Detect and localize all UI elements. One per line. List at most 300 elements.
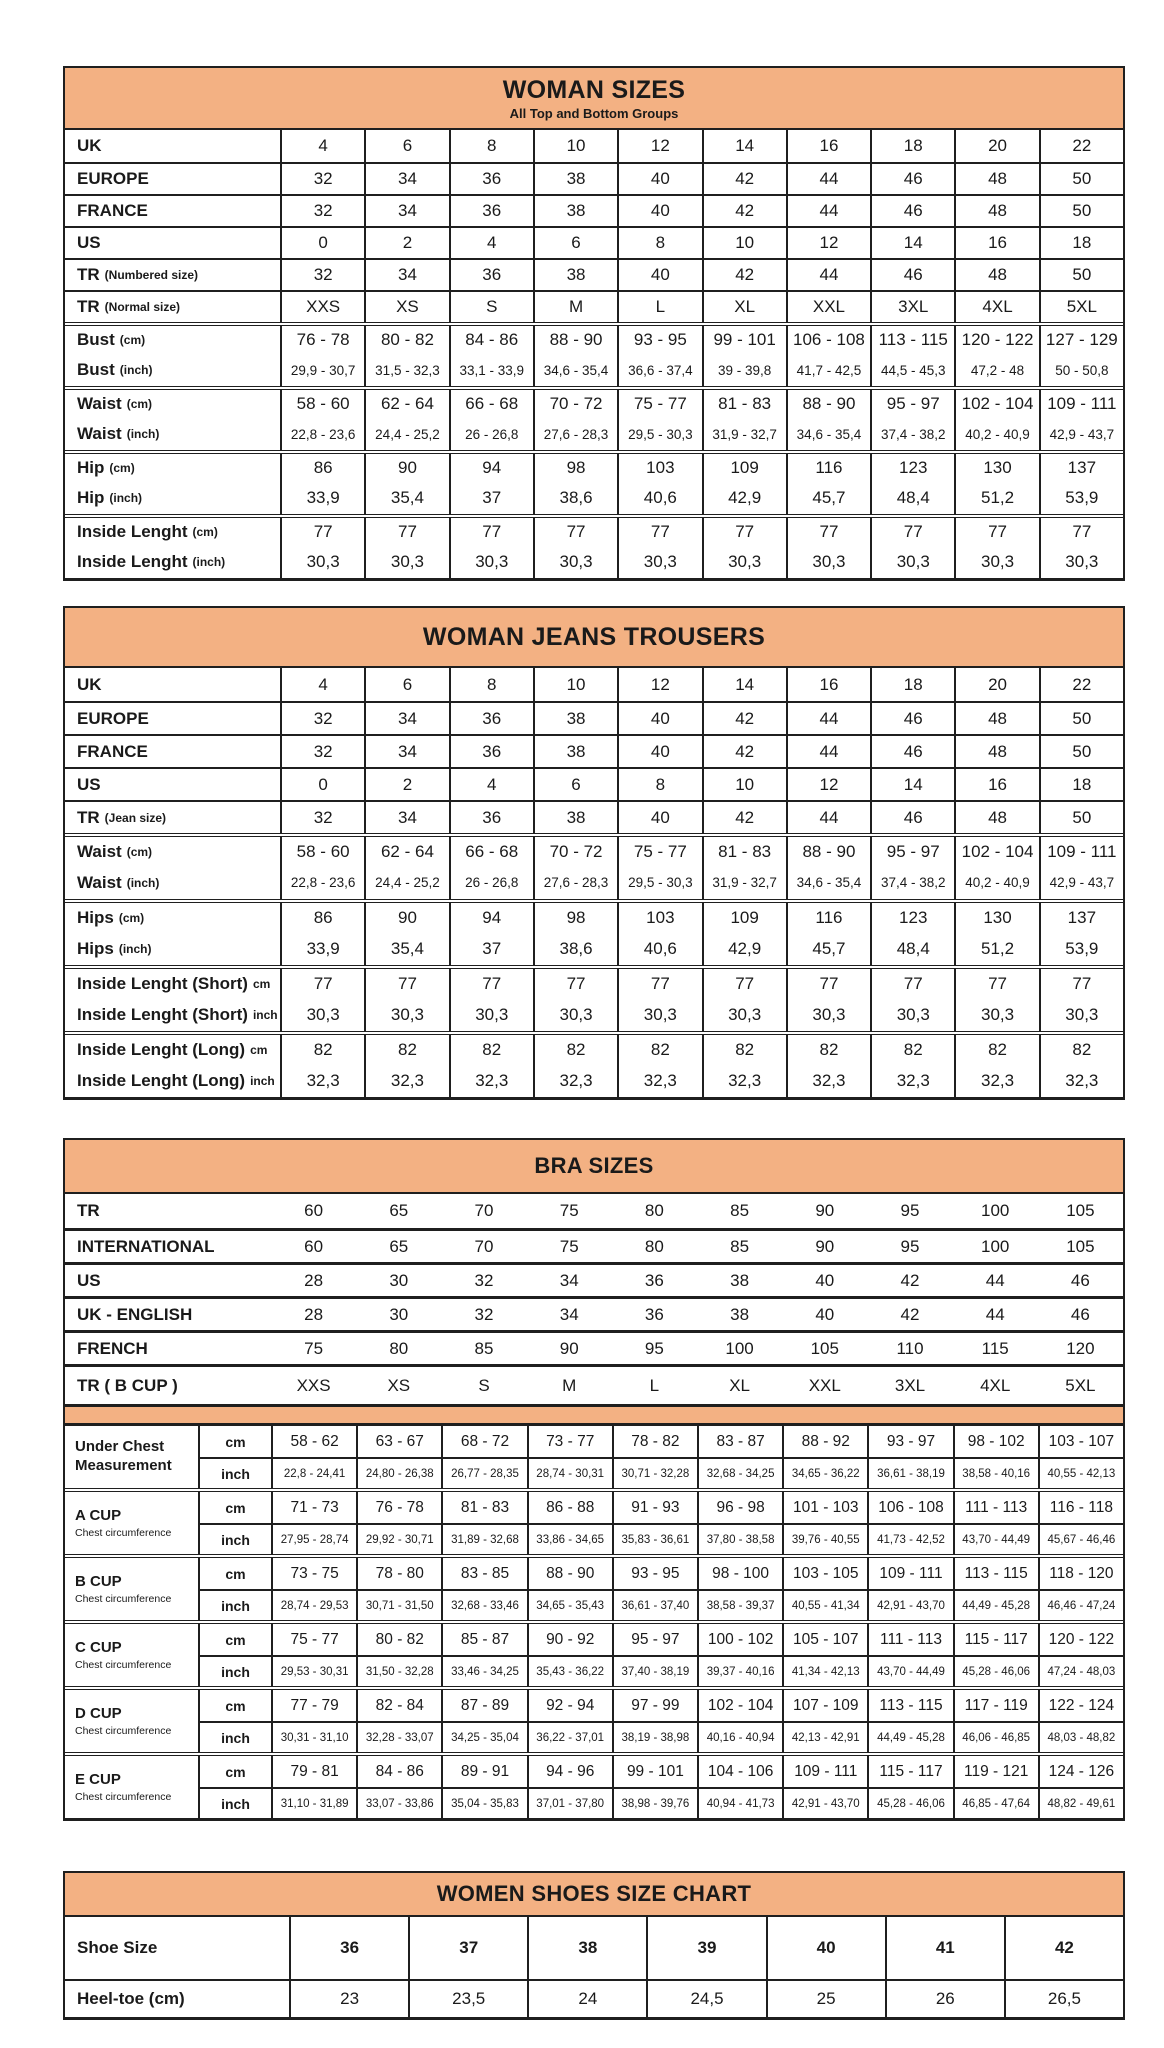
cm-value-cell: 115 - 117	[867, 1756, 952, 1787]
table-row	[65, 322, 1123, 354]
value-cell: 77	[533, 518, 617, 546]
value-cell: 30,3	[617, 546, 701, 578]
value-cell: 40,2 - 40,9	[954, 418, 1038, 450]
value-cell: 66 - 68	[449, 837, 533, 866]
inch-value-cell: 46,46 - 47,24	[1038, 1589, 1123, 1620]
value-cell: 16	[786, 668, 870, 701]
value-cell: 60	[304, 1201, 324, 1220]
cm-value-cell: 68 - 72	[441, 1426, 526, 1457]
value-cell: 0	[280, 228, 364, 258]
value-cell: 123	[870, 454, 954, 482]
value-cell: 30,3	[280, 998, 364, 1031]
value-cell: 75	[304, 1338, 324, 1358]
inch-value-cell: 37,01 - 37,80	[527, 1787, 612, 1818]
row-label-text: UK	[77, 674, 102, 694]
value-cell: 30,3	[449, 546, 533, 578]
value-cell: 40	[617, 802, 701, 833]
value-cell: 30,3	[702, 546, 786, 578]
unit-inch-cell: inch	[198, 1721, 271, 1752]
value-cell: 77	[533, 969, 617, 998]
cm-value-cell: 77 - 79	[271, 1690, 356, 1721]
row-label-text: US	[77, 774, 101, 794]
row-label-text: FRANCE	[77, 741, 148, 761]
value-cell: 14	[870, 769, 954, 800]
cup-subtitle: Chest circumference	[75, 1790, 172, 1803]
value-cell: 42,9 - 43,7	[1039, 418, 1123, 450]
value-cell: 32,3	[280, 1064, 364, 1097]
value-cell: 34,6 - 35,4	[786, 866, 870, 899]
value-cell: 22	[1039, 668, 1123, 701]
value-cell: 30,3	[786, 546, 870, 578]
value-cell: 40,6	[617, 932, 701, 965]
value-cell: 75	[559, 1236, 579, 1256]
value-cell: 30,3	[870, 998, 954, 1031]
bra-band-row	[65, 1364, 1123, 1404]
row-label-text: EUROPE	[77, 708, 149, 728]
value-cell: 30	[389, 1270, 409, 1290]
value-cell: 123	[870, 903, 954, 932]
value-cell: S	[449, 292, 533, 322]
value-cell: 42	[900, 1304, 920, 1324]
row-label-text: TR	[77, 265, 100, 284]
row-label-note: (inch)	[118, 941, 152, 956]
value-cell: 53,9	[1039, 482, 1123, 514]
cup-group	[65, 1620, 1123, 1686]
value-cell: 16	[786, 130, 870, 162]
value-cell: 46	[870, 196, 954, 226]
value-cell: 20	[954, 130, 1038, 162]
row-label-text: Bust	[77, 330, 115, 349]
value-cell: 90	[364, 903, 448, 932]
jeans-trousers-title: WOMAN JEANS TROUSERS	[422, 622, 766, 651]
row-label	[65, 1035, 280, 1064]
row-label-text: Waist	[77, 424, 122, 443]
inch-value-cell: 48,82 - 49,61	[1038, 1787, 1123, 1818]
cup-group	[65, 1554, 1123, 1620]
inch-value-cell: 38,98 - 39,76	[612, 1787, 697, 1818]
value-cell: 8	[617, 228, 701, 258]
value-cell: 44	[786, 260, 870, 290]
value-cell: 65	[389, 1236, 409, 1256]
value-cell: 77	[617, 969, 701, 998]
unit-cm-cell: cm	[198, 1492, 271, 1523]
value-cell: 82	[954, 1035, 1038, 1064]
woman-sizes-header	[65, 68, 1123, 130]
value-cell: 95	[644, 1338, 664, 1358]
value-cell: 48,4	[870, 482, 954, 514]
value-cell: 36	[449, 164, 533, 194]
value-cell: 48	[954, 196, 1038, 226]
value-cell: 5XL	[1065, 1375, 1096, 1395]
value-cell: 8	[449, 668, 533, 701]
value-cell: L	[649, 1375, 660, 1395]
inch-value-cell: 32,28 - 33,07	[356, 1721, 441, 1752]
value-cell: M	[533, 292, 617, 322]
row-label-note: (cm)	[119, 333, 146, 347]
table-row	[65, 162, 1123, 194]
value-cell: 2	[364, 769, 448, 800]
row-label-text: Waist	[77, 872, 122, 892]
row-label	[65, 130, 280, 162]
inch-value-cell: 38,58 - 40,16	[953, 1457, 1038, 1488]
value-cell: 76 - 78	[280, 326, 364, 354]
row-label: US	[77, 1270, 101, 1290]
value-cell: 41,7 - 42,5	[786, 354, 870, 386]
value-cell: 48	[954, 736, 1038, 767]
cm-value-cell: 104 - 106	[697, 1756, 782, 1787]
unit-cm-cell: cm	[198, 1690, 271, 1721]
value-cell: 98	[533, 454, 617, 482]
inch-value-cell: 34,65 - 36,22	[782, 1457, 867, 1488]
value-cell: 42	[702, 260, 786, 290]
value-cell: 82	[280, 1035, 364, 1064]
cm-value-cell: 107 - 109	[782, 1690, 867, 1721]
value-cell: 32,3	[533, 1064, 617, 1097]
inch-value-cell: 39,76 - 40,55	[782, 1523, 867, 1554]
inch-value-cell: 32,68 - 34,25	[697, 1457, 782, 1488]
value-cell: 34	[559, 1270, 579, 1290]
value-cell: 34,6 - 35,4	[786, 418, 870, 450]
bra-sizes-table	[63, 1138, 1125, 1821]
row-label	[65, 932, 280, 965]
value-cell: 46	[1070, 1270, 1090, 1290]
value-cell: 30,3	[533, 546, 617, 578]
cm-value-cell: 97 - 99	[612, 1690, 697, 1721]
value-cell: 109	[702, 454, 786, 482]
cup-group-label	[65, 1690, 198, 1752]
value-cell: 50	[1039, 164, 1123, 194]
row-label	[65, 228, 280, 258]
cm-value-cell: 119 - 121	[953, 1756, 1038, 1787]
row-label-note: (inch)	[192, 555, 226, 569]
value-cell: 98	[533, 903, 617, 932]
value-cell: 37	[449, 932, 533, 965]
cm-value-cell: 88 - 92	[782, 1426, 867, 1457]
value-cell: 77	[702, 518, 786, 546]
row-label	[65, 518, 280, 546]
inch-value-cell: 31,89 - 32,68	[441, 1523, 526, 1554]
value-cell: 40	[617, 736, 701, 767]
cm-value-cell: 105 - 107	[782, 1624, 867, 1655]
cm-value-cell: 103 - 107	[1038, 1426, 1123, 1457]
row-label-text: Heel-toe (cm)	[77, 1989, 185, 2008]
value-cell: 10	[533, 668, 617, 701]
value-cell: 46	[1070, 1304, 1090, 1324]
cm-value-cell: 84 - 86	[356, 1756, 441, 1787]
value-cell: 40	[815, 1270, 835, 1290]
table-row	[65, 998, 1123, 1031]
row-label: INTERNATIONAL	[77, 1236, 215, 1256]
cm-value-cell: 111 - 113	[867, 1624, 952, 1655]
value-cell: 30	[389, 1304, 409, 1324]
table-row	[65, 866, 1123, 899]
value-cell: 105	[1066, 1201, 1095, 1220]
row-label-text: Waist	[77, 394, 122, 413]
value-cell: 36	[449, 196, 533, 226]
cm-value-cell: 115 - 117	[953, 1624, 1038, 1655]
row-label	[65, 1064, 280, 1097]
value-cell: 40	[617, 196, 701, 226]
value-cell: 10	[533, 130, 617, 162]
value-cell: 100	[981, 1201, 1010, 1220]
row-label-text: Hips	[77, 938, 114, 958]
table-row	[65, 701, 1123, 734]
value-cell: 18	[870, 668, 954, 701]
inch-value-cell: 46,85 - 47,64	[953, 1787, 1038, 1818]
value-cell: S	[478, 1375, 490, 1395]
cm-value-cell: 95 - 97	[612, 1624, 697, 1655]
row-label	[65, 196, 280, 226]
value-cell: 32,3	[702, 1064, 786, 1097]
row-label-note: (cm)	[192, 525, 218, 539]
value-cell: 32,3	[1039, 1064, 1123, 1097]
value-cell: 42,9 - 43,7	[1039, 866, 1123, 899]
cm-value-cell: 109 - 111	[867, 1558, 952, 1589]
value-cell: 32,3	[617, 1064, 701, 1097]
value-cell: 115	[981, 1338, 1009, 1358]
unit-cm-cell: cm	[198, 1558, 271, 1589]
cm-value-cell: 81 - 83	[441, 1492, 526, 1523]
cm-value-cell: 106 - 108	[867, 1492, 952, 1523]
table-row	[65, 226, 1123, 258]
value-cell: 32,3	[954, 1064, 1038, 1097]
inch-value-cell: 40,55 - 42,13	[1038, 1457, 1123, 1488]
value-cell: 40	[617, 260, 701, 290]
value-cell: 38	[730, 1304, 750, 1324]
row-label-text: Inside Lenght (Long)	[77, 1070, 246, 1090]
value-cell: 22	[1039, 130, 1123, 162]
inch-value-cell: 40,16 - 40,94	[697, 1721, 782, 1752]
value-cell: 105	[1066, 1236, 1095, 1256]
value-cell: 29,9 - 30,7	[280, 354, 364, 386]
inch-value-cell: 47,24 - 48,03	[1038, 1655, 1123, 1686]
row-label-text: Inside Lenght (Short)	[77, 973, 248, 993]
inch-value-cell: 30,71 - 31,50	[356, 1589, 441, 1620]
value-cell: 103	[617, 454, 701, 482]
unit-cm-cell: cm	[198, 1756, 271, 1787]
value-cell: 30,3	[364, 546, 448, 578]
woman-sizes-table	[63, 66, 1125, 581]
row-label	[65, 482, 280, 514]
value-cell: 75 - 77	[617, 837, 701, 866]
value-cell: 42	[702, 802, 786, 833]
bra-sizes-conversion-rows	[65, 1194, 1123, 1404]
inch-value-cell: 41,34 - 42,13	[782, 1655, 867, 1686]
inch-value-cell: 45,67 - 46,46	[1038, 1523, 1123, 1554]
value-cell: 113 - 115	[870, 326, 954, 354]
value-cell: 6	[364, 130, 448, 162]
value-cell: 42,9	[702, 482, 786, 514]
value-cell: 42	[900, 1270, 920, 1290]
row-label-text: Hip	[77, 458, 105, 477]
value-cell: 12	[617, 668, 701, 701]
value-cell: 35,4	[364, 932, 448, 965]
inch-value-cell: 33,07 - 33,86	[356, 1787, 441, 1818]
cup-group	[65, 1488, 1123, 1554]
value-cell: 120 - 122	[954, 326, 1038, 354]
row-label-note: (cm)	[126, 397, 153, 411]
cm-value-cell: 82 - 84	[356, 1690, 441, 1721]
value-cell: 32	[280, 802, 364, 833]
cup-name: E CUP	[75, 1771, 121, 1789]
unit-inch-cell: inch	[198, 1457, 271, 1488]
row-label	[65, 769, 280, 800]
value-cell: 50	[1039, 196, 1123, 226]
value-cell: 137	[1039, 903, 1123, 932]
value-cell: 70	[474, 1201, 494, 1220]
inch-value-cell: 41,73 - 42,52	[867, 1523, 952, 1554]
bra-sizes-title: BRA SIZES	[534, 1153, 654, 1178]
value-cell: 14	[702, 130, 786, 162]
row-label-note: (Jean size)	[104, 810, 167, 825]
row-label-note: inch	[252, 1007, 278, 1022]
cm-value-cell: 96 - 98	[697, 1492, 782, 1523]
value-cell: 50	[1039, 736, 1123, 767]
inch-value-cell: 40,55 - 41,34	[782, 1589, 867, 1620]
inch-value-cell: 42,91 - 43,70	[867, 1589, 952, 1620]
value-cell: 44	[786, 703, 870, 734]
value-cell: 102 - 104	[954, 837, 1038, 866]
value-cell: 47,2 - 48	[954, 354, 1038, 386]
value-cell: 95 - 97	[870, 390, 954, 418]
value-cell: 12	[786, 228, 870, 258]
value-cell: 90	[364, 454, 448, 482]
value-cell: 2	[364, 228, 448, 258]
unit-inch-cell: inch	[198, 1655, 271, 1686]
value-cell: 110	[896, 1338, 924, 1358]
inch-value-cell: 34,65 - 35,43	[527, 1589, 612, 1620]
value-cell: 103	[617, 903, 701, 932]
value-cell: 77	[364, 518, 448, 546]
value-cell: 34	[364, 703, 448, 734]
value-cell: 95	[900, 1201, 920, 1220]
value-cell: 31,9 - 32,7	[702, 418, 786, 450]
value-cell: 34	[559, 1304, 579, 1324]
jeans-trousers-body	[65, 668, 1123, 1097]
value-cell: 58 - 60	[280, 390, 364, 418]
row-label	[65, 546, 280, 578]
cm-value-cell: 111 - 113	[953, 1492, 1038, 1523]
value-cell: 18	[1039, 769, 1123, 800]
value-cell: 36	[644, 1270, 664, 1290]
cm-value-cell: 85 - 87	[441, 1624, 526, 1655]
inch-value-cell: 37,80 - 38,58	[697, 1523, 782, 1554]
cm-value-cell: 86 - 88	[527, 1492, 612, 1523]
bra-band-row	[65, 1296, 1123, 1330]
value-cell: 70 - 72	[533, 390, 617, 418]
table-row	[65, 514, 1123, 546]
value-cell: 130	[954, 903, 1038, 932]
value-cell: L	[617, 292, 701, 322]
value-cell: 77	[786, 969, 870, 998]
cm-value-cell: 92 - 94	[527, 1690, 612, 1721]
jeans-trousers-header	[65, 608, 1123, 668]
value-cell: 77	[702, 969, 786, 998]
value-cell: XXS	[296, 1375, 331, 1395]
value-cell: 36,6 - 37,4	[617, 354, 701, 386]
value-cell: 75	[559, 1201, 579, 1220]
value-cell: 3XL	[894, 1375, 926, 1395]
row-label	[65, 260, 280, 290]
table-row	[65, 386, 1123, 418]
value-cell: 109 - 111	[1039, 390, 1123, 418]
value-cell: 42	[702, 196, 786, 226]
value-cell: 38	[533, 164, 617, 194]
inch-value-cell: 48,03 - 48,82	[1038, 1721, 1123, 1752]
value-cell: 40	[617, 703, 701, 734]
row-label-note: cm	[252, 976, 271, 991]
value-cell: 36	[644, 1304, 664, 1324]
value-cell: 82	[364, 1035, 448, 1064]
inch-value-cell: 36,22 - 37,01	[527, 1721, 612, 1752]
cup-subtitle: Chest circumference	[75, 1658, 172, 1671]
value-cell: 23	[289, 1981, 408, 2017]
value-cell: 60	[304, 1236, 324, 1256]
value-cell: 94	[449, 903, 533, 932]
value-cell: 86	[280, 903, 364, 932]
unit-inch-cell: inch	[198, 1787, 271, 1818]
table-row	[65, 1917, 1123, 1979]
row-label	[65, 326, 280, 354]
row-label-note: (inch)	[109, 491, 143, 505]
value-cell: 65	[389, 1201, 409, 1220]
value-cell: 36	[449, 802, 533, 833]
inch-value-cell: 45,28 - 46,06	[867, 1787, 952, 1818]
value-cell: 40	[617, 164, 701, 194]
value-cell: 82	[786, 1035, 870, 1064]
value-cell: 42,9	[702, 932, 786, 965]
value-cell: XXL	[786, 292, 870, 322]
inch-value-cell: 28,74 - 30,31	[527, 1457, 612, 1488]
cm-value-cell: 76 - 78	[356, 1492, 441, 1523]
value-cell: 5XL	[1039, 292, 1123, 322]
inch-value-cell: 33,46 - 34,25	[441, 1655, 526, 1686]
value-cell: 36	[449, 736, 533, 767]
value-cell: 37	[408, 1917, 527, 1979]
value-cell: 82	[449, 1035, 533, 1064]
value-cell: 77	[870, 969, 954, 998]
value-cell: 31,5 - 32,3	[364, 354, 448, 386]
value-cell: 16	[954, 769, 1038, 800]
value-cell: 30,3	[449, 998, 533, 1031]
row-label-note: cm	[250, 1042, 268, 1057]
value-cell: 30,3	[364, 998, 448, 1031]
cm-value-cell: 118 - 120	[1038, 1558, 1123, 1589]
cup-group	[65, 1426, 1123, 1488]
cup-group	[65, 1752, 1123, 1818]
inch-value-cell: 42,91 - 43,70	[782, 1787, 867, 1818]
value-cell: 32	[280, 736, 364, 767]
value-cell: 137	[1039, 454, 1123, 482]
value-cell: XL	[702, 292, 786, 322]
value-cell: 53,9	[1039, 932, 1123, 965]
cm-value-cell: 101 - 103	[782, 1492, 867, 1523]
value-cell: 0	[280, 769, 364, 800]
row-label-text: UK	[77, 136, 102, 155]
value-cell: 32	[280, 260, 364, 290]
table-row	[65, 767, 1123, 800]
bra-band-row	[65, 1330, 1123, 1364]
value-cell: 31,9 - 32,7	[702, 866, 786, 899]
cup-name: A CUP	[75, 1507, 122, 1525]
row-label	[65, 418, 280, 450]
value-cell: 90	[559, 1338, 579, 1358]
row-label-note: (inch)	[119, 363, 153, 377]
cm-value-cell: 98 - 102	[953, 1426, 1038, 1457]
table-row	[65, 258, 1123, 290]
row-label	[65, 969, 280, 998]
value-cell: 12	[786, 769, 870, 800]
